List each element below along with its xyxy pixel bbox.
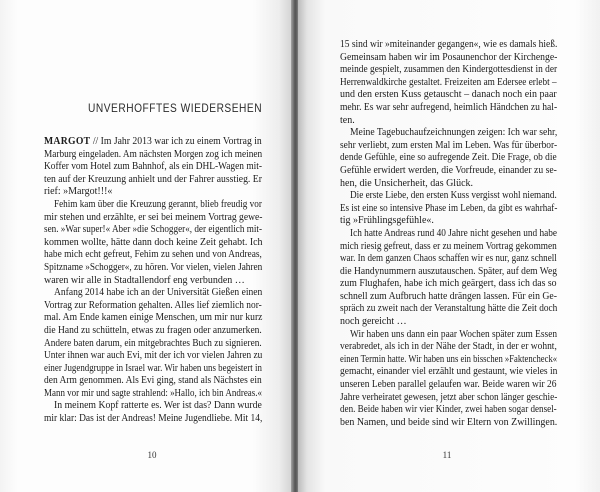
chapter-title-text: UNVERHOFFTES WIEDERSEHEN: [88, 101, 263, 115]
text-line: [44, 136, 262, 149]
text-line: [44, 149, 262, 162]
text-line-text: war. In dem ganzen Chaos schaffen wir es nur, ganz schnell: [340, 253, 557, 265]
text-line: [340, 278, 557, 291]
text-line-text: mir klar: Das ist der Andreas! Meine Jugendliebe. Mit 14,: [44, 413, 263, 425]
text-line: [340, 89, 557, 102]
text-line-text: Meine Tagebuchaufzeichnungen zeigen: Ich war sehr,: [350, 127, 558, 139]
page-number: 11: [442, 450, 452, 460]
text-line-text: den. Beide haben wir vier Kinder, zwei haben sogar densel-: [340, 404, 557, 416]
text-line: [44, 161, 262, 174]
text-line: [340, 215, 557, 228]
text-line-text: noch gereicht …: [340, 316, 407, 328]
paragraph: [44, 136, 262, 199]
text-line: [340, 165, 557, 178]
text-line-text: gemacht, einander viel erzählt und gestaunt, wie vieles in: [340, 366, 558, 378]
text-line-text: zum Flughafen, habe ich mich geärgert, dass ich das so: [340, 278, 557, 290]
text-line: [44, 363, 262, 376]
text-line-text: ben Namen, und beide sind wir Eltern von Zwillingen.: [340, 416, 558, 428]
text-line-text: Spitzname »Schogger«, zu hören. Vor vielen, vielen Jahren: [44, 261, 263, 273]
text-line-content: [44, 136, 262, 149]
text-line: [340, 354, 557, 367]
text-line-text: rief: »Margot!!!«: [44, 186, 113, 198]
text-line: [44, 186, 262, 199]
text-line-text: hen, die Unsicherheit, das Glück.: [340, 177, 474, 189]
paragraph: [44, 400, 262, 425]
text-line: [44, 300, 262, 313]
text-line-text: Anfang 2014 habe ich an der Universität Gießen einen: [54, 287, 263, 299]
text-line: [44, 400, 262, 413]
right-page-body: [340, 39, 557, 429]
text-line-text: die Hand zu schütteln, etwas zu fragen oder anzumerken.: [44, 324, 262, 336]
text-line-text: mich riesig gefreut, dass er zu meinem Vortrag gekommen: [340, 240, 557, 252]
text-line-text: schnell zum Aufbruch hatte drängen lassen. Für ein Ge-: [340, 290, 557, 302]
text-line-text: Unter ihnen war auch Evi, mit der ich vor vielen Jahren zu: [44, 350, 263, 362]
text-line: [44, 413, 262, 426]
text-line: [340, 253, 557, 266]
text-line: [340, 417, 557, 430]
text-line: [340, 316, 557, 329]
paragraph: [340, 39, 557, 127]
text-line: [340, 178, 557, 191]
text-line-text: Mann vor mir und sagte strahlend: »Hallo, ich bin Andreas.«: [44, 387, 263, 399]
text-line-text: einen Termin hatte. Wir haben uns ein bisschen »Faktencheck«: [340, 353, 558, 365]
text-line-text: Ich hatte Andreas rund 40 Jahre nicht gesehen und habe: [350, 227, 557, 239]
text-line-text: spräch zu zweit nach der Veranstaltung hätte die Zeit doch: [340, 303, 558, 315]
text-line-text: meinde gespielt, zusammen den Kindergottesdienst in der: [340, 64, 558, 76]
text-line-text: In meinem Kopf ratterte es. Wer ist das? Dann wurde: [54, 400, 262, 412]
text-line-text: Gemeinsam haben wir im Posaunenchor der Kirchenge-: [340, 51, 558, 63]
left-page: [0, 0, 294, 492]
text-line: [340, 140, 557, 153]
chapter-title: [88, 100, 262, 116]
text-line-text: die Handynummern auszutauschen. Später, auf dem Weg: [340, 265, 557, 277]
text-line: [340, 115, 557, 128]
text-line-text: Koffer vom Hotel zum Bahnhof, als ein DHL-Wagen mit-: [44, 161, 263, 173]
paragraph: [44, 287, 262, 400]
text-line: [44, 237, 262, 250]
text-line: [340, 392, 557, 405]
text-line-text: Fehim kam über die Kreuzung gerannt, blieb freudig vor: [54, 198, 262, 210]
paragraph: [340, 329, 557, 430]
text-line: [340, 303, 557, 316]
text-line-text: waren wir alle in Stadtallendorf eng verbunden …: [44, 274, 245, 286]
text-line: [44, 388, 262, 401]
text-line: [44, 275, 262, 288]
text-line: [340, 39, 557, 52]
text-line-text: sen. »War super!« Aber »die Schogger«, der eigentlich mit-: [44, 224, 263, 236]
text-line-text: habe mich echt gefreut, Fehim zu sehen und von Andreas,: [44, 249, 262, 261]
author-name: MARGOT: [44, 136, 91, 147]
page-number: 10: [147, 450, 157, 460]
text-line: [44, 312, 262, 325]
text-line: [340, 152, 557, 165]
text-line-text: einer Jugendgruppe in Israel war. Wir haben uns begeistert in: [44, 362, 262, 374]
text-line: [340, 404, 557, 417]
text-line: [340, 228, 557, 241]
text-line: [340, 203, 557, 216]
text-line: [340, 52, 557, 65]
text-line: [44, 174, 262, 187]
text-line-text: Vortrag zur Reformation gehalten. Alles lief ziemlich nor-: [44, 299, 262, 311]
text-line-text: und den ersten Kuss getauscht – danach noch ein paar: [340, 89, 557, 101]
text-line: [340, 241, 557, 254]
right-page: [298, 0, 600, 492]
text-line: [340, 366, 557, 379]
text-line: [340, 379, 557, 392]
text-line-text: 15 sind wir »miteinander gegangen«, wie es damals hieß.: [340, 39, 558, 50]
text-line-text: mir stehen und erzählte, er sei bei meinem Vortrag gewe-: [44, 211, 263, 223]
text-line: [340, 127, 557, 140]
text-line-text: Wir haben uns dann ein paar Wochen später zum Essen: [350, 328, 558, 340]
paragraph: [340, 190, 557, 228]
text-line-text: // Im Jahr 2013 war ich zu einem Vortrag in: [92, 136, 262, 147]
text-line: [44, 287, 262, 300]
text-line-text: Es ist eine so intensive Phase im Leben, da gibt es wahrhaf-: [340, 202, 558, 214]
text-line: [340, 102, 557, 115]
text-line-text: ten auf der Kreuzung anhielt und der Fahrer ausstieg. Er: [44, 173, 262, 185]
text-line: [44, 338, 262, 351]
text-line: [340, 64, 557, 77]
text-line: [44, 350, 262, 363]
text-line-text: Jahre verheiratet gewesen, jetzt aber schon länger geschie-: [340, 391, 558, 403]
text-line-text: ten.: [340, 114, 355, 126]
text-line: [44, 249, 262, 262]
text-line: [44, 212, 262, 225]
text-line-text: den Arm genommen. Als Evi ging, stand als Nächstes ein: [44, 375, 262, 387]
text-line-text: Marburg eingeladen. Am nächsten Morgen zog ich meinen: [44, 148, 263, 160]
text-line: [340, 77, 557, 90]
text-line-text: unseren Leben parallel gelaufen war. Beide waren wir 26: [340, 379, 557, 391]
paragraph: [340, 127, 557, 190]
text-line-text: tig »Frühlingsgefühle«.: [340, 215, 434, 227]
text-line: [44, 199, 262, 212]
text-line-text: mehr. Es war sehr aufregend, heimlich Händchen zu hal-: [340, 101, 558, 113]
text-line: [44, 325, 262, 338]
text-line: [340, 329, 557, 342]
left-page-body: [44, 136, 262, 426]
text-line: [340, 190, 557, 203]
text-line-text: sehr verliebt, zum ersten Mal im Leben. Was für überbor-: [340, 139, 558, 151]
text-line-text: mal. Am Ende kamen einige Menschen, um mir nur kurz: [44, 312, 263, 324]
text-line: [340, 341, 557, 354]
text-line: [44, 262, 262, 275]
text-line: [44, 224, 262, 237]
text-line-text: kommen wollte, hätte dann doch keine Zeit gehabt. Ich: [44, 236, 263, 248]
paragraph: [44, 199, 262, 287]
text-line-text: Gefühle erwidert werden, die Vorfreude, einander zu se-: [340, 164, 557, 176]
paragraph: [340, 228, 557, 329]
text-line: [340, 266, 557, 279]
text-line-text: Die erste Liebe, den ersten Kuss vergisst wohl niemand.: [350, 190, 557, 202]
text-line-text: Herrenwaldkirche gestaltet. Freizeiten am Edersee erlebt –: [340, 76, 557, 88]
text-line: [340, 291, 557, 304]
text-line: [44, 375, 262, 388]
text-line-text: Andere baten darum, ein mitgebrachtes Buch zu signieren.: [44, 337, 262, 349]
text-line-text: dende Gefühle, eine so aufregende Zeit. Die Frage, ob die: [340, 152, 557, 164]
text-line-text: verabredet, als ich in der Nähe der Stadt, in der er wohnt,: [340, 341, 557, 353]
